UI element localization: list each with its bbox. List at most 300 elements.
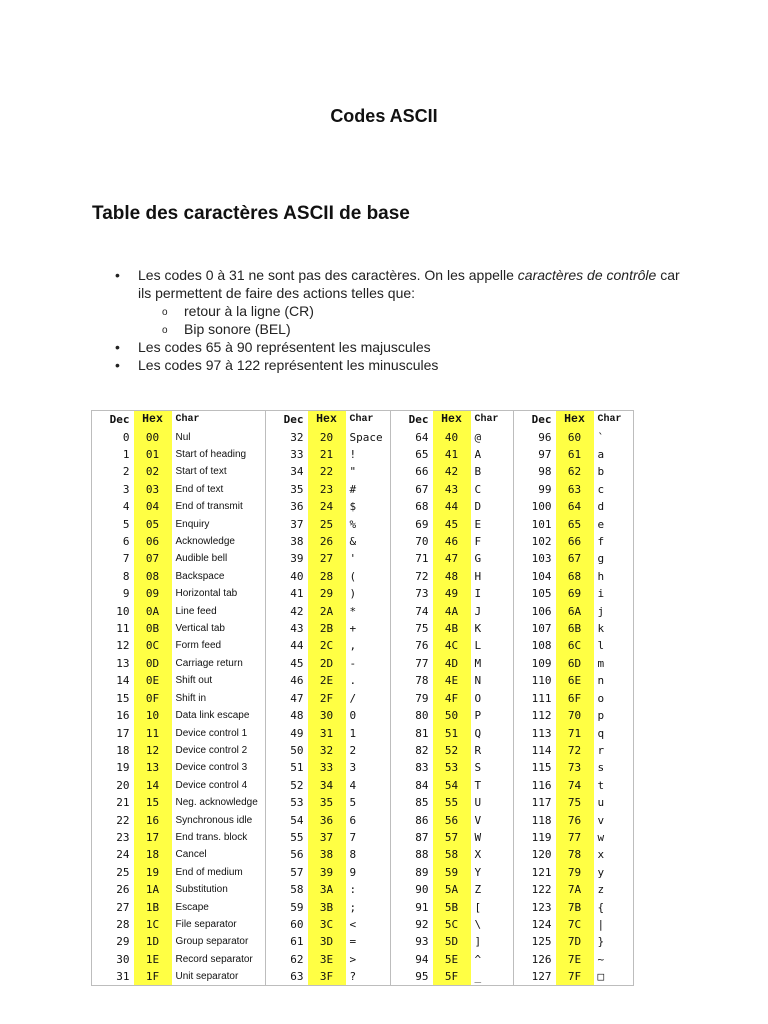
- dec-cell: 59: [266, 898, 308, 915]
- hex-cell: 24: [308, 498, 346, 515]
- dec-cell: 21: [116, 796, 130, 810]
- char-cell: Vertical tab: [175, 623, 225, 635]
- char-cell: o: [597, 691, 605, 705]
- char-cell: s: [597, 761, 605, 775]
- hex-cell: 5C: [433, 916, 471, 933]
- dec-cell: 56: [266, 846, 308, 863]
- hex-cell: 79: [556, 864, 594, 881]
- bullet-control-text-start: Les codes 0 à 31 ne sont pas des caractères. On les appelle: [138, 267, 518, 283]
- char-cell: |: [597, 917, 605, 931]
- hex-cell: 16: [134, 811, 172, 828]
- char-cell: Horizontal tab: [175, 588, 238, 600]
- char-cell: End trans. block: [175, 831, 248, 843]
- dec-cell: 104: [514, 568, 556, 585]
- char-cell: Z: [474, 883, 482, 897]
- hex-cell: 63: [556, 481, 594, 498]
- dec-cell: 51: [266, 759, 308, 776]
- hex-cell: 1F: [134, 968, 172, 986]
- char-cell: u: [597, 796, 605, 810]
- char-cell: m: [597, 656, 605, 670]
- char-cell: A: [474, 448, 482, 462]
- hex-cell: 60: [556, 428, 594, 445]
- char-cell: #: [349, 482, 357, 496]
- dec-cell: 67: [391, 481, 433, 498]
- char-cell: \: [474, 917, 482, 931]
- hex-cell: 15: [134, 794, 172, 811]
- char-cell: 8: [349, 848, 357, 862]
- dec-cell: 79: [391, 690, 433, 707]
- hex-cell: 2C: [308, 637, 346, 654]
- dec-cell: 120: [514, 846, 556, 863]
- char-cell: I: [474, 587, 482, 601]
- hex-cell: 64: [556, 498, 594, 515]
- hex-cell: 66: [556, 533, 594, 550]
- table-row: [92, 707, 634, 724]
- char-cell: }: [597, 935, 605, 949]
- dec-cell: 2: [122, 465, 130, 479]
- char-cell: Space: [349, 430, 383, 444]
- header-dec: Dec: [391, 411, 433, 429]
- hex-cell: 1A: [134, 881, 172, 898]
- hex-cell: 7B: [556, 898, 594, 915]
- hex-cell: 0D: [134, 655, 172, 672]
- char-cell: j: [597, 604, 605, 618]
- header-dec: Dec: [266, 411, 308, 429]
- hex-cell: 50: [433, 707, 471, 724]
- dec-cell: 7: [122, 552, 130, 566]
- char-cell: f: [597, 535, 605, 549]
- char-cell: 4: [349, 778, 357, 792]
- dec-cell: 111: [514, 690, 556, 707]
- hex-cell: 11: [134, 724, 172, 741]
- dec-cell: 93: [391, 933, 433, 950]
- hex-cell: 0F: [134, 690, 172, 707]
- hex-cell: 3D: [308, 933, 346, 950]
- dec-cell: 98: [514, 463, 556, 480]
- dec-cell: 124: [514, 916, 556, 933]
- hex-cell: 46: [433, 533, 471, 550]
- char-cell: Carriage return: [175, 657, 243, 669]
- hex-cell: 03: [134, 481, 172, 498]
- dec-cell: 32: [266, 428, 308, 445]
- char-cell: ": [349, 465, 357, 479]
- hex-cell: 42: [433, 463, 471, 480]
- char-cell: Nul: [175, 431, 191, 443]
- table-row: [92, 637, 634, 654]
- hex-cell: 3A: [308, 881, 346, 898]
- char-cell: T: [474, 778, 482, 792]
- char-cell: (: [349, 569, 357, 583]
- hex-cell: 67: [556, 550, 594, 567]
- hex-cell: 39: [308, 864, 346, 881]
- dec-cell: 115: [514, 759, 556, 776]
- hex-cell: 34: [308, 777, 346, 794]
- table-row: [92, 951, 634, 968]
- char-cell: ;: [349, 900, 357, 914]
- char-cell: Line feed: [175, 605, 217, 617]
- dec-cell: 25: [116, 865, 130, 879]
- dec-cell: 18: [116, 743, 130, 757]
- char-cell: =: [349, 935, 357, 949]
- char-cell: ': [349, 552, 357, 566]
- dec-cell: 122: [514, 881, 556, 898]
- hex-cell: 70: [556, 707, 594, 724]
- table-row: [92, 550, 634, 567]
- page-title: Codes ASCII: [330, 106, 438, 126]
- char-cell: H: [474, 569, 482, 583]
- dec-cell: 76: [391, 637, 433, 654]
- bullet-list: [112, 266, 682, 374]
- dec-cell: 94: [391, 951, 433, 968]
- table-row: [92, 533, 634, 550]
- hex-cell: 3F: [308, 968, 346, 986]
- char-cell: .: [349, 674, 357, 688]
- hex-cell: 47: [433, 550, 471, 567]
- dec-cell: 81: [391, 724, 433, 741]
- hex-cell: 54: [433, 777, 471, 794]
- table-row: [92, 585, 634, 602]
- char-cell: w: [597, 830, 605, 844]
- hex-cell: 58: [433, 846, 471, 863]
- dec-cell: 95: [391, 968, 433, 986]
- dec-cell: 73: [391, 585, 433, 602]
- hex-cell: 00: [134, 428, 172, 445]
- hex-cell: 51: [433, 724, 471, 741]
- char-cell: Device control 1: [175, 727, 248, 739]
- hex-cell: 6A: [556, 602, 594, 619]
- char-cell: ~: [597, 952, 605, 966]
- dec-cell: 68: [391, 498, 433, 515]
- char-cell: Start of text: [175, 466, 227, 478]
- header-dec: Dec: [109, 413, 130, 427]
- char-cell: Audible bell: [175, 553, 228, 565]
- dec-cell: 57: [266, 864, 308, 881]
- dec-cell: 65: [391, 446, 433, 463]
- hex-cell: 27: [308, 550, 346, 567]
- char-cell: k: [597, 622, 605, 636]
- hex-cell: 72: [556, 742, 594, 759]
- dec-cell: 22: [116, 813, 130, 827]
- hex-cell: 5F: [433, 968, 471, 986]
- dec-cell: 109: [514, 655, 556, 672]
- dec-cell: 90: [391, 881, 433, 898]
- table-row: [92, 498, 634, 515]
- dec-cell: 82: [391, 742, 433, 759]
- char-cell: X: [474, 848, 482, 862]
- char-cell: p: [597, 709, 605, 723]
- table-row: [92, 672, 634, 689]
- char-cell: +: [349, 622, 357, 636]
- dec-cell: 3: [122, 482, 130, 496]
- dec-cell: 127: [514, 968, 556, 986]
- dec-cell: 100: [514, 498, 556, 515]
- char-cell: Q: [474, 726, 482, 740]
- char-cell: Device control 4: [175, 779, 248, 791]
- hex-cell: 2D: [308, 655, 346, 672]
- char-cell: 5: [349, 796, 357, 810]
- char-cell: t: [597, 778, 605, 792]
- char-cell: Start of heading: [175, 449, 247, 461]
- char-cell: 3: [349, 761, 357, 775]
- table-row: [92, 742, 634, 759]
- header-char: Char: [597, 414, 622, 426]
- dec-cell: 113: [514, 724, 556, 741]
- char-cell: >: [349, 952, 357, 966]
- hex-cell: 20: [308, 428, 346, 445]
- dec-cell: 35: [266, 481, 308, 498]
- char-cell: $: [349, 500, 357, 514]
- dec-cell: 9: [122, 587, 130, 601]
- bullet-lowercase: • Les codes 97 à 122 représentent les minuscules: [112, 356, 682, 374]
- dec-cell: 16: [116, 709, 130, 723]
- char-cell: {: [597, 900, 605, 914]
- hex-cell: 17: [134, 829, 172, 846]
- hex-cell: 0A: [134, 602, 172, 619]
- dec-cell: 53: [266, 794, 308, 811]
- char-cell: End of medium: [175, 866, 243, 878]
- char-cell: b: [597, 465, 605, 479]
- dec-cell: 118: [514, 811, 556, 828]
- char-cell: a: [597, 448, 605, 462]
- hex-cell: 4E: [433, 672, 471, 689]
- dec-cell: 96: [514, 428, 556, 445]
- table-row: [92, 724, 634, 741]
- sub-bullet-bel: o Bip sonore (BEL): [184, 320, 682, 338]
- char-cell: G: [474, 552, 482, 566]
- hex-cell: 13: [134, 759, 172, 776]
- dec-cell: 55: [266, 829, 308, 846]
- char-cell: Cancel: [175, 849, 207, 861]
- dec-cell: 86: [391, 811, 433, 828]
- dec-cell: 107: [514, 620, 556, 637]
- bullet-control-codes: [112, 266, 682, 338]
- char-cell: B: [474, 465, 482, 479]
- hex-cell: 55: [433, 794, 471, 811]
- char-cell: ): [349, 587, 357, 601]
- dec-cell: 80: [391, 707, 433, 724]
- char-cell: v: [597, 813, 605, 827]
- table-row: [92, 428, 634, 445]
- dec-cell: 114: [514, 742, 556, 759]
- char-cell: 1: [349, 726, 357, 740]
- dec-cell: 46: [266, 672, 308, 689]
- dec-cell: 89: [391, 864, 433, 881]
- char-cell: @: [474, 430, 482, 444]
- hex-cell: 43: [433, 481, 471, 498]
- dec-cell: 27: [116, 900, 130, 914]
- header-hex: Hex: [308, 411, 346, 429]
- table-row: [92, 463, 634, 480]
- dec-cell: 83: [391, 759, 433, 776]
- sub-bullet-cr: o retour à la ligne (CR): [184, 302, 682, 320]
- hex-cell: 75: [556, 794, 594, 811]
- hex-cell: 49: [433, 585, 471, 602]
- char-cell: □: [597, 970, 605, 984]
- char-cell: U: [474, 796, 482, 810]
- dec-cell: 75: [391, 620, 433, 637]
- dec-cell: 61: [266, 933, 308, 950]
- hex-cell: 1E: [134, 951, 172, 968]
- dec-cell: 99: [514, 481, 556, 498]
- hex-cell: 22: [308, 463, 346, 480]
- hex-cell: 0C: [134, 637, 172, 654]
- dec-cell: 20: [116, 778, 130, 792]
- table-row: [92, 794, 634, 811]
- hex-cell: 2B: [308, 620, 346, 637]
- dec-cell: 103: [514, 550, 556, 567]
- dec-cell: 78: [391, 672, 433, 689]
- dec-cell: 26: [116, 883, 130, 897]
- hex-cell: 6C: [556, 637, 594, 654]
- char-cell: g: [597, 552, 605, 566]
- char-cell: Data link escape: [175, 710, 250, 722]
- dec-cell: 110: [514, 672, 556, 689]
- hex-cell: 05: [134, 515, 172, 532]
- hex-cell: 08: [134, 568, 172, 585]
- hex-cell: 7F: [556, 968, 594, 986]
- sub-bullet-list: [138, 302, 682, 338]
- dec-cell: 91: [391, 898, 433, 915]
- char-cell: ^: [474, 952, 482, 966]
- hex-cell: 40: [433, 428, 471, 445]
- char-cell: Substitution: [175, 884, 228, 896]
- hex-cell: 01: [134, 446, 172, 463]
- hex-cell: 36: [308, 811, 346, 828]
- hex-cell: 6D: [556, 655, 594, 672]
- dec-cell: 14: [116, 674, 130, 688]
- table-row: [92, 916, 634, 933]
- char-cell: n: [597, 674, 605, 688]
- char-cell: S: [474, 761, 482, 775]
- table-row: [92, 602, 634, 619]
- char-cell: R: [474, 743, 482, 757]
- hex-cell: 41: [433, 446, 471, 463]
- dec-cell: 37: [266, 515, 308, 532]
- hex-cell: 31: [308, 724, 346, 741]
- char-cell: _: [474, 970, 482, 984]
- char-cell: Record separator: [175, 953, 253, 965]
- hex-cell: 7E: [556, 951, 594, 968]
- dec-cell: 85: [391, 794, 433, 811]
- dec-cell: 17: [116, 726, 130, 740]
- hex-cell: 73: [556, 759, 594, 776]
- dec-cell: 106: [514, 602, 556, 619]
- hex-cell: 35: [308, 794, 346, 811]
- char-cell: !: [349, 448, 357, 462]
- char-cell: Form feed: [175, 640, 222, 652]
- table-row: [92, 811, 634, 828]
- hex-cell: 33: [308, 759, 346, 776]
- char-cell: x: [597, 848, 605, 862]
- hex-cell: 6F: [556, 690, 594, 707]
- hex-cell: 68: [556, 568, 594, 585]
- dec-cell: 101: [514, 515, 556, 532]
- hex-cell: 21: [308, 446, 346, 463]
- char-cell: q: [597, 726, 605, 740]
- hex-cell: 2F: [308, 690, 346, 707]
- char-cell: Shift in: [175, 692, 207, 704]
- hex-cell: 3E: [308, 951, 346, 968]
- hex-cell: 32: [308, 742, 346, 759]
- char-cell: Shift out: [175, 675, 213, 687]
- hex-cell: 29: [308, 585, 346, 602]
- hex-cell: 0B: [134, 620, 172, 637]
- dec-cell: 45: [266, 655, 308, 672]
- table-row: [92, 864, 634, 881]
- dec-cell: 33: [266, 446, 308, 463]
- hex-cell: 56: [433, 811, 471, 828]
- dec-cell: 102: [514, 533, 556, 550]
- dec-cell: 24: [116, 848, 130, 862]
- table-row: [92, 881, 634, 898]
- table-row: [92, 777, 634, 794]
- hex-cell: 4F: [433, 690, 471, 707]
- hex-cell: 1B: [134, 898, 172, 915]
- dec-cell: 34: [266, 463, 308, 480]
- char-cell: <: [349, 917, 357, 931]
- dec-cell: 88: [391, 846, 433, 863]
- hex-cell: 5E: [433, 951, 471, 968]
- char-cell: %: [349, 517, 357, 531]
- dec-cell: 119: [514, 829, 556, 846]
- char-cell: z: [597, 883, 605, 897]
- char-cell: Neg. acknowledge: [175, 797, 258, 809]
- table-row: [92, 655, 634, 672]
- hex-cell: 1D: [134, 933, 172, 950]
- dec-cell: 1: [122, 448, 130, 462]
- dec-cell: 41: [266, 585, 308, 602]
- dec-cell: 50: [266, 742, 308, 759]
- char-cell: Backspace: [175, 570, 225, 582]
- dec-cell: 126: [514, 951, 556, 968]
- dec-cell: 23: [116, 830, 130, 844]
- char-cell: ]: [474, 935, 482, 949]
- dec-cell: 40: [266, 568, 308, 585]
- char-cell: F: [474, 535, 482, 549]
- hex-cell: 25: [308, 515, 346, 532]
- dec-cell: 38: [266, 533, 308, 550]
- dec-cell: 10: [116, 604, 130, 618]
- char-cell: -: [349, 656, 357, 670]
- dec-cell: 97: [514, 446, 556, 463]
- hex-cell: 71: [556, 724, 594, 741]
- dec-cell: 30: [116, 952, 130, 966]
- table-row: [92, 829, 634, 846]
- hex-cell: 74: [556, 777, 594, 794]
- dec-cell: 87: [391, 829, 433, 846]
- char-cell: End of text: [175, 483, 224, 495]
- hex-cell: 53: [433, 759, 471, 776]
- dec-cell: 69: [391, 515, 433, 532]
- dec-cell: 0: [122, 430, 130, 444]
- dec-cell: 52: [266, 777, 308, 794]
- hex-cell: 5D: [433, 933, 471, 950]
- table-row: [92, 620, 634, 637]
- dec-cell: 117: [514, 794, 556, 811]
- hex-cell: 77: [556, 829, 594, 846]
- hex-cell: 7A: [556, 881, 594, 898]
- dec-cell: 108: [514, 637, 556, 654]
- char-cell: J: [474, 604, 482, 618]
- dec-cell: 62: [266, 951, 308, 968]
- dec-cell: 64: [391, 428, 433, 445]
- ascii-table-header: [92, 411, 634, 429]
- char-cell: V: [474, 813, 482, 827]
- char-cell: /: [349, 691, 357, 705]
- table-row: [92, 446, 634, 463]
- char-cell: 0: [349, 709, 357, 723]
- hex-cell: 23: [308, 481, 346, 498]
